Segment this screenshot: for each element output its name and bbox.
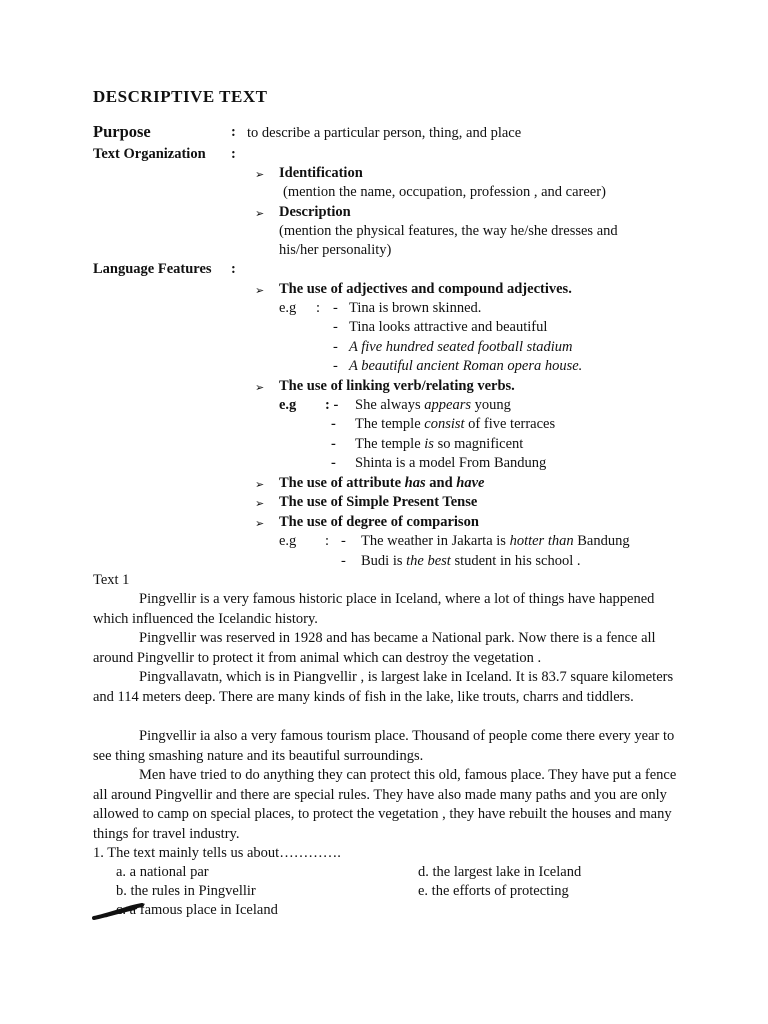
purpose-label: Purpose	[93, 122, 151, 141]
example-dash: -	[341, 553, 346, 569]
example-dash: -	[331, 455, 336, 471]
comparison-eg-label: e.g	[279, 533, 297, 549]
linking-verbs-heading: The use of linking verb/relating verbs.	[279, 378, 515, 394]
text-organization-colon: :	[231, 146, 236, 162]
question-1-stem: 1. The text mainly tells us about………….	[93, 845, 341, 861]
option-a: a. a national par	[116, 864, 209, 880]
option-d: d. the largest lake in Iceland	[418, 864, 582, 880]
adjectives-example-3: A five hundred seated football stadium	[349, 339, 573, 355]
text-1-paragraph-5: Men have tried to do anything they can protect this old, famous place. They have put a fence all around Pingvellir and there are special rules. They have also made many paths and you are only allowed to camp on special places, to protect the vegetation , they have rebuilt the houses and many things for travel industry.	[93, 767, 677, 842]
example-dash: -	[333, 300, 338, 316]
bullet-arrow-icon: ➢	[255, 169, 265, 181]
text-1-paragraph-3: Pingvallavatn, which is in Piangvellir , is largest lake in Iceland. It is 83.7 square kilometers and 114 meters deep. There are many kinds of fish in the lake, like trouts, charrs and tiddlers.	[93, 669, 674, 705]
linking-eg-label: e.g	[279, 397, 297, 413]
pen-mark-scribble	[92, 900, 148, 922]
document-title: DESCRIPTIVE TEXT	[93, 87, 268, 106]
attribute-heading: The use of attribute has and have	[279, 475, 485, 491]
option-b: b. the rules in Pingvellir	[116, 883, 256, 899]
bullet-arrow-icon: ➢	[255, 479, 265, 491]
adjectives-heading: The use of adjectives and compound adjectives.	[279, 281, 572, 297]
example-dash: -	[333, 339, 338, 355]
comparison-heading: The use of degree of comparison	[279, 514, 479, 530]
description-detail-line2: his/her personality)	[279, 242, 392, 258]
comparison-example-1: The weather in Jakarta is hotter than Bandung	[361, 533, 630, 549]
example-dash: -	[333, 358, 338, 374]
linking-example-2: The temple consist of five terraces	[355, 416, 556, 432]
adjectives-eg-colon: :	[316, 300, 321, 316]
description-detail-line1: (mention the physical features, the way he/she dresses and	[279, 223, 618, 239]
comparison-eg-colon: :	[325, 533, 330, 549]
bullet-arrow-icon: ➢	[255, 498, 265, 510]
purpose-colon: :	[231, 124, 236, 140]
text-1-paragraph-2: Pingvellir was reserved in 1928 and has became a National park. Now there is a fence all around Pingvellir to protect it from animal which can destroy the vegetation .	[93, 630, 656, 666]
bullet-arrow-icon: ➢	[255, 518, 265, 530]
adjectives-example-2: Tina looks attractive and beautiful	[349, 319, 548, 335]
language-features-colon: :	[231, 261, 236, 277]
text-1-paragraph-4: Pingvellir ia also a very famous tourism place. Thousand of people come there every year to see thing smashing nature and its beautiful surroundings.	[93, 728, 675, 764]
language-features-label: Language Features	[93, 261, 212, 277]
comparison-example-2: Budi is the best student in his school .	[361, 553, 581, 569]
bullet-arrow-icon: ➢	[255, 208, 265, 220]
adjectives-eg-label: e.g	[279, 300, 297, 316]
description-heading: Description	[279, 204, 351, 220]
bullet-arrow-icon: ➢	[255, 285, 265, 297]
simple-present-heading: The use of Simple Present Tense	[279, 494, 478, 510]
example-dash: -	[341, 533, 346, 549]
adjectives-example-1: Tina is brown skinned.	[349, 300, 482, 316]
identification-detail: (mention the name, occupation, profession , and career)	[283, 184, 606, 200]
text-1-label: Text 1	[93, 572, 130, 588]
example-dash: -	[333, 319, 338, 335]
linking-eg-colon: : -	[325, 397, 339, 413]
linking-example-4: Shinta is a model From Bandung	[355, 455, 547, 471]
linking-example-3: The temple is so magnificent	[355, 436, 524, 452]
text-organization-label: Text Organization	[93, 146, 206, 162]
bullet-arrow-icon: ➢	[255, 382, 265, 394]
text-1-paragraph-1: Pingvellir is a very famous historic place in Iceland, where a lot of things have happened which influenced the Icelandic history.	[93, 591, 655, 627]
example-dash: -	[331, 416, 336, 432]
adjectives-example-4: A beautiful ancient Roman opera house.	[349, 358, 583, 374]
option-c: c. a famous place in Iceland	[116, 902, 278, 918]
identification-heading: Identification	[279, 165, 363, 181]
linking-example-1: She always appears young	[355, 397, 511, 413]
purpose-text: to describe a particular person, thing, and place	[247, 125, 522, 141]
option-e: e. the efforts of protecting	[418, 883, 569, 899]
example-dash: -	[331, 436, 336, 452]
